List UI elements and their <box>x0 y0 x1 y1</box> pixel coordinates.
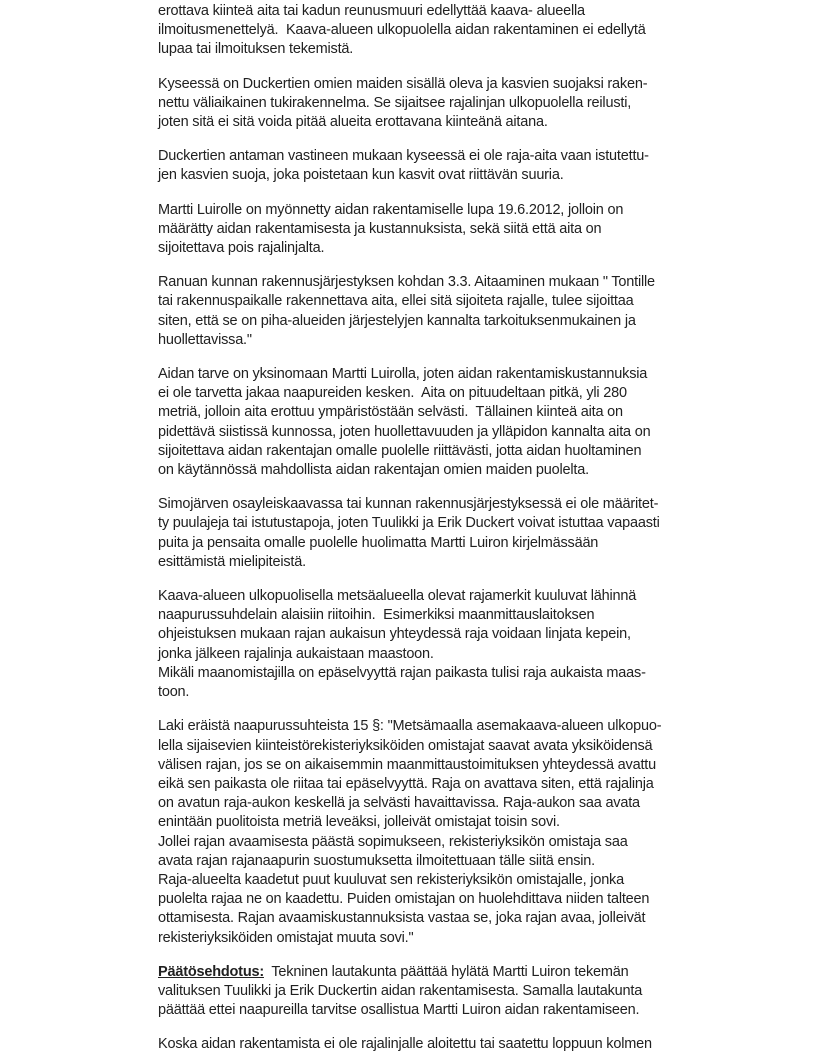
paragraph <box>158 587 738 702</box>
text-line: pidettävä siistissä kunnossa, joten huollettavuuden ja ylläpidon kannalta aita on <box>158 423 651 440</box>
paragraph <box>158 147 738 185</box>
text-line: Ranuan kunnan rakennusjärjestyksen kohdan 3.3. Aitaaminen mukaan " Tontille <box>158 274 655 291</box>
text-line: ohjeistuksen mukaan rajan aukaisun yhteydessä raja voidaan linjata kepein, <box>158 626 631 643</box>
text-line: eikä sen paikasta ole riitaa tai epäselvyyttä. Raja on avattava siten, että rajalinja <box>158 775 654 792</box>
text-line: avata rajan rajanaapurin suostumuksetta ilmoitettuaan tälle siitä ensin. <box>158 852 595 869</box>
text-line: Kyseessä on Duckertien omien maiden sisällä oleva ja kasvien suojaksi raken- <box>158 75 648 92</box>
text-line: jonka jälkeen rajalinja aukaistaan maastoon. <box>158 645 434 662</box>
text-line: Päätösehdotus: Tekninen lautakunta päättää hylätä Martti Luiron tekemän <box>158 963 629 980</box>
text-line: Duckertien antaman vastineen mukaan kyseessä ei ole raja-aita vaan istutettu- <box>158 148 649 165</box>
text-line: nettu väliaikainen tukirakennelma. Se sijaitsee rajalinjan ulkopuolella reilusti, <box>158 94 632 111</box>
paragraph <box>158 201 738 259</box>
document-body <box>158 2 738 1055</box>
text-line: Koska aidan rakentamista ei ole rajalinjalle aloitettu tai saatettu loppuun kolmen <box>158 1036 652 1053</box>
paragraph <box>158 1035 738 1054</box>
text-line: päättää ettei naapureilla tarvitse osallistua Martti Luiron aidan rakentamiseen. <box>158 1002 640 1019</box>
paragraph <box>158 75 738 133</box>
text-line: Laki eräistä naapurussuhteista 15 §: "Metsämaalla asemakaava-alueen ulkopuo- <box>158 718 662 735</box>
text-line: ty puulajeja tai istutustapoja, joten Tuulikki ja Erik Duckert voivat istuttaa vapaasti <box>158 515 660 532</box>
text-line: Raja-alueelta kaadetut puut kuuluvat sen rekisteriyksikön omistajalle, jonka <box>158 871 624 888</box>
text-line: puolelta rajaa ne on kaadettu. Puiden omistajan on huolehdittava niiden talteen <box>158 891 650 908</box>
text-line: tai rakennuspaikalle rakennettava aita, ellei sitä sijoiteta rajalle, tulee sijoittaa <box>158 293 634 310</box>
text-line: ei ole tarvetta jakaa naapureiden kesken. Aita on pituudeltaan pitkä, yli 280 <box>158 385 627 402</box>
text-line: joten sitä ei sitä voida pitää alueita erottavana kiinteänä aitana. <box>158 114 548 131</box>
text-line: määrätty aidan rakentamisesta ja kustannuksista, sekä siitä että aita on <box>158 220 602 237</box>
text-line: Jollei rajan avaamisesta päästä sopimukseen, rekisteriyksikön omistaja saa <box>158 833 628 850</box>
text-line: välisen rajan, jos se on aikaisemmin maanmittaustoimituksen yhteydessä avattu <box>158 756 656 773</box>
text-line: Martti Luirolle on myönnetty aidan rakentamiselle lupa 19.6.2012, jolloin on <box>158 201 624 218</box>
text-line: huollettavissa." <box>158 331 252 348</box>
text-line: rekisteriyksiköiden omistajat muuta sovi." <box>158 929 414 946</box>
text-line: erottava kiinteä aita tai kadun reunusmuuri edellyttää kaava- alueella <box>158 3 585 19</box>
text-line: Aidan tarve on yksinomaan Martti Luirolla, joten aidan rakentamiskustannuksia <box>158 366 648 383</box>
paragraph <box>158 717 738 947</box>
text-line: sijoitettava pois rajalinjalta. <box>158 240 325 257</box>
text-line: siten, että se on piha-alueiden järjestelyjen kannalta tarkoituksenmukainen ja <box>158 312 636 329</box>
text-line: puita ja pensaita omalle puolelle huolimatta Martti Luiron kirjelmässään <box>158 534 599 551</box>
text-line: ottamisesta. Rajan avaamiskustannuksista vastaa se, joka rajan avaa, jolleivät <box>158 910 646 927</box>
text-line: valituksen Tuulikki ja Erik Duckertin aidan rakentamisesta. Samalla lautakunta <box>158 982 643 999</box>
paragraph <box>158 273 738 350</box>
text-line: naapurussuhdelain alaisiin riitoihin. Esimerkiksi maanmittauslaitoksen <box>158 607 595 624</box>
text-line: toon. <box>158 684 190 701</box>
paragraph <box>158 963 738 1021</box>
text-line: sijoitettava aidan rakentajan omalle puolelle riittävästi, jotta aidan huoltaminen <box>158 442 642 459</box>
text-line: Mikäli maanomistajilla on epäselvyyttä rajan paikasta tulisi raja aukaista maas- <box>158 664 646 681</box>
text-line: on käytännössä mahdollista aidan rakentajan omien maiden puolelta. <box>158 462 589 479</box>
text-line: enintään puolitoista metriä leveäksi, jolleivät omistajat toisin sovi. <box>158 814 560 831</box>
text-line: on avatun raja-aukon keskellä ja selvästi havaittavissa. Raja-aukon saa avata <box>158 795 640 812</box>
text-line: jen kasvien suoja, joka poistetaan kun kasvit ovat riittävän suuria. <box>158 167 564 184</box>
paragraph <box>158 495 738 572</box>
paragraph <box>158 365 738 480</box>
text-line: Simojärven osayleiskaavassa tai kunnan rakennusjärjestyksessä ei ole määritet- <box>158 496 659 513</box>
text-line: esittämistä mielipiteistä. <box>158 553 306 570</box>
text-line: Kaava-alueen ulkopuolisella metsäalueella olevat rajamerkit kuuluvat lähinnä <box>158 588 637 605</box>
text-line: ilmoitusmenettelyä. Kaava-alueen ulkopuolella aidan rakentaminen ei edellytä <box>158 22 646 39</box>
text-line: lupaa tai ilmoituksen tekemistä. <box>158 41 354 58</box>
paragraph <box>158 2 738 60</box>
text-line: lella sijaisevien kiinteistörekisteriyksiköiden omistajat saavat avata yksiköidensä <box>158 737 653 754</box>
decision-proposal-label: Päätösehdotus: <box>158 963 264 980</box>
text-line: metriä, jolloin aita erottuu ympäristöstään selvästi. Tällainen kiinteä aita on <box>158 404 623 421</box>
